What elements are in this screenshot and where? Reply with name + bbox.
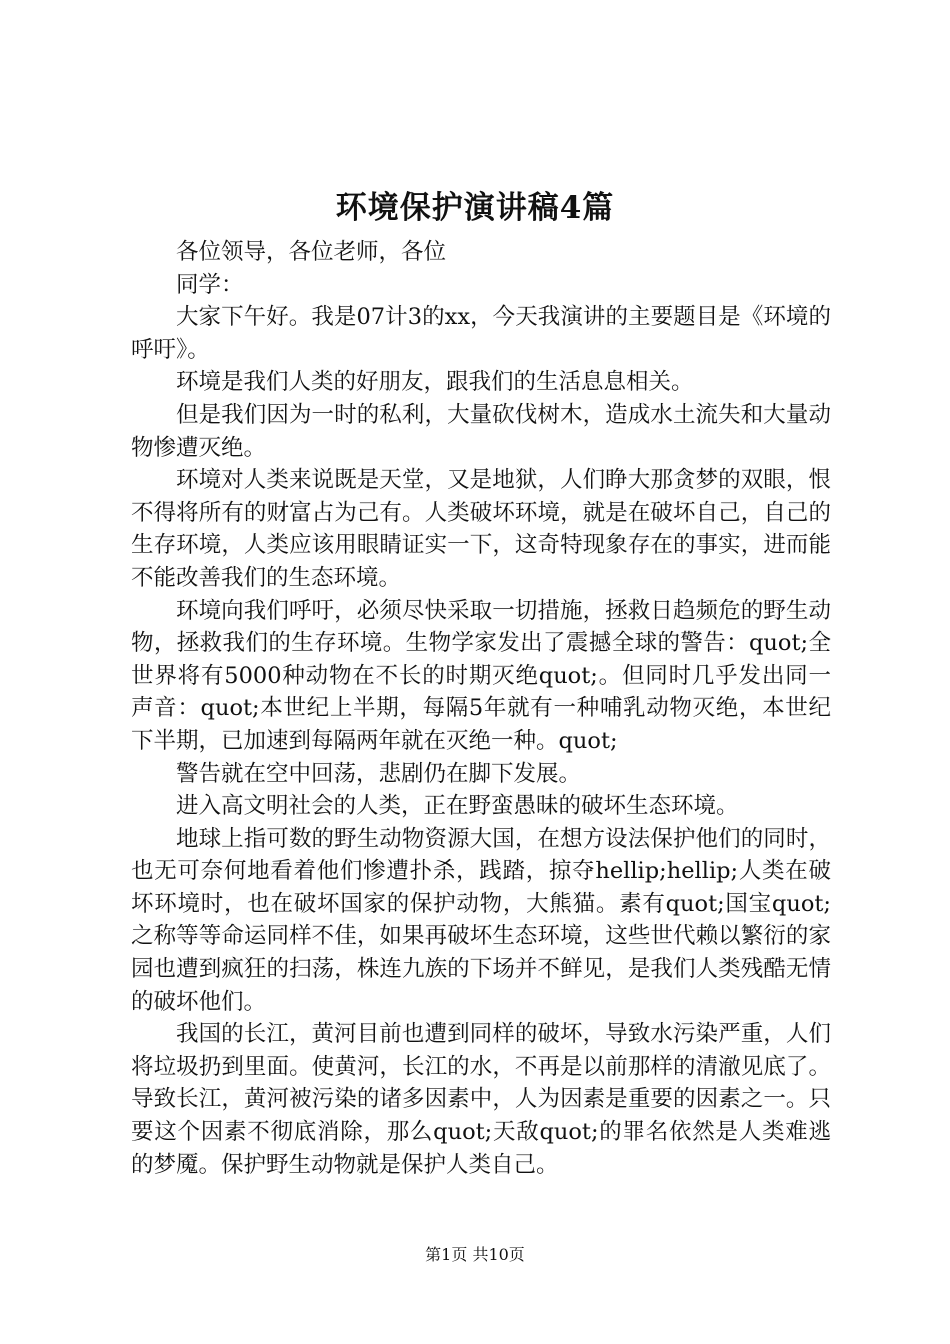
document-body bbox=[131, 236, 831, 1181]
paragraph: 各位领导，各位老师，各位 bbox=[176, 239, 447, 265]
paragraph: 同学： bbox=[176, 271, 244, 298]
paragraph: 我国的长江，黄河目前也遭到同样的破坏，导致水污染严重，人们将垃圾扔到里面。使黄河，长江的水，不再是以前那样的清澈见底了。导致长江，黄河被污染的诸多因素中，人为因素是重要的因素之一。只要这个因素不彻底消除，那么quot;天敌quot;的罪名依然是人类难逃的梦魇。保护野生动物就是保护人类自己。 bbox=[131, 1021, 831, 1178]
paragraph: 环境对人类来说既是天堂，又是地狱，人们睁大那贪梦的双眼，恨不得将所有的财富占为己有。人类破坏环境，就是在破坏自己，自己的生存环境，人类应该用眼睛证实一下，这奇特现象存在的事实，进而能不能改善我们的生态环境。 bbox=[131, 467, 831, 591]
paragraph: 进入高文明社会的人类，正在野蛮愚昧的破坏生态环境。 bbox=[176, 793, 739, 820]
page-number-footer: 第1页 共10页 bbox=[425, 1245, 525, 1264]
paragraph: 环境是我们人类的好朋友，跟我们的生活息息相关。 bbox=[176, 369, 694, 396]
paragraph: 警告就在空中回荡，悲剧仍在脚下发展。 bbox=[176, 760, 582, 787]
paragraph: 环境向我们呼吁，必须尽快采取一切措施，拯救日趋频危的野生动物，拯救我们的生存环境。生物学家发出了震撼全球的警告：quot;全世界将有5000种动物在不长的时期灭绝quot;。但同时几乎发出同一声音：quot;本世纪上半期，每隔5年就有一种哺乳动物灭绝，本世纪下半期，已加速到每隔两年就在灭绝一种。quot; bbox=[131, 597, 831, 754]
paragraph: 大家下午好。我是07计3的xx，今天我演讲的主要题目是《环境的呼吁》。 bbox=[131, 304, 831, 363]
paragraph: 但是我们因为一时的私利，大量砍伐树木，造成水土流失和大量动物惨遭灭绝。 bbox=[131, 401, 831, 461]
document-title: 环境保护演讲稿4篇 bbox=[335, 190, 615, 226]
paragraph: 地球上指可数的野生动物资源大国，在想方设法保护他们的同时，也无可奈何地看着他们惨遭扑杀，践踏，掠夺hellip;hellip;人类在破坏环境时，也在破坏国家的保护动物，大熊猫。素有quot;国宝quot;之称等等命运同样不佳，如果再破坏生态环境，这些世代赖以繁衍的家园也遭到疯狂的扫荡，株连九族的下场并不鲜见，是我们人类残酷无情的破坏他们。 bbox=[131, 825, 831, 1015]
